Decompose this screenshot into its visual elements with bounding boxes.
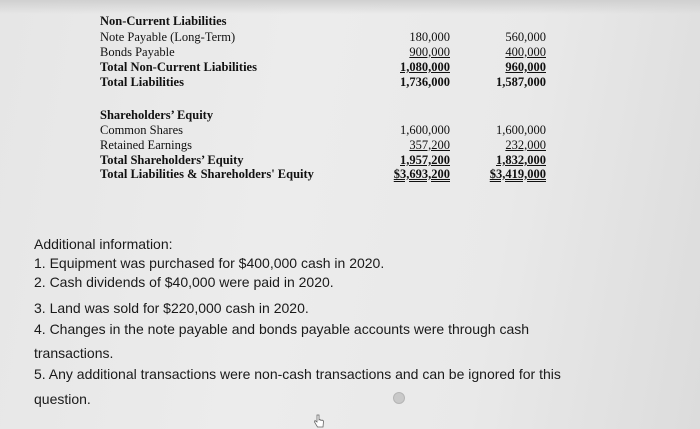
row-total-liabilities [100,75,560,90]
row-retained-earnings [100,138,560,153]
row-label: Total Non-Current Liabilities [100,60,257,74]
value-col2: 560,000 [505,30,546,44]
value-col2: 1,587,000 [496,75,546,89]
row-label: Total Shareholders’ Equity [100,153,244,167]
additional-info-heading: Additional information: [34,236,173,252]
value-col1: 1,080,000 [400,60,450,74]
value-col2: 1,600,000 [496,123,546,137]
value-col1: 1,600,000 [400,123,450,137]
row-label: Common Shares [100,123,183,137]
value-col2: 400,000 [505,45,546,59]
value-col2: 960,000 [505,60,546,74]
row-label: Retained Earnings [100,138,192,152]
row-label: Total Liabilities & Shareholders' Equity [100,167,314,181]
info-item-4-cont: transactions. [34,345,114,361]
hand-cursor-icon [313,414,325,428]
info-item-2: 2. Cash dividends of $40,000 were paid in 2020. [34,274,334,290]
row-label: Note Payable (Long-Term) [100,30,236,44]
row-total-liab-equity [100,167,560,182]
value-col2: 232,000 [505,138,546,152]
value-col2: 1,832,000 [496,153,546,167]
row-label: Bonds Payable [100,45,175,59]
equity-heading: Shareholders’ Equity [100,108,214,122]
ncl-heading: Non-Current Liabilities [100,14,227,28]
top-shadow [0,0,700,14]
info-item-1: 1. Equipment was purchased for $400,000 cash in 2020. [34,255,385,271]
circle-marker-icon [393,392,405,404]
info-item-5: 5. Any additional transactions were non-cash transactions and can be ignored for this [34,366,561,382]
row-common-shares [100,123,560,138]
value-col2: $3,419,000 [489,167,546,181]
info-item-4: 4. Changes in the note payable and bonds payable accounts were through cash [34,321,530,337]
row-bonds-payable [100,45,560,60]
row-total-ncl [100,60,560,75]
value-col1: 180,000 [409,30,450,44]
value-col1: 1,736,000 [400,75,450,89]
value-col1: 900,000 [409,45,450,59]
value-col1: 1,957,200 [400,153,450,167]
row-label: Total Liabilities [100,75,184,89]
value-col1: 357,200 [409,138,450,152]
value-col1: $3,693,200 [393,167,450,181]
row-total-equity [100,153,560,168]
info-item-3: 3. Land was sold for $220,000 cash in 2020. [34,300,309,316]
info-item-5-cont: question. [34,391,91,407]
row-note-payable [100,30,560,45]
